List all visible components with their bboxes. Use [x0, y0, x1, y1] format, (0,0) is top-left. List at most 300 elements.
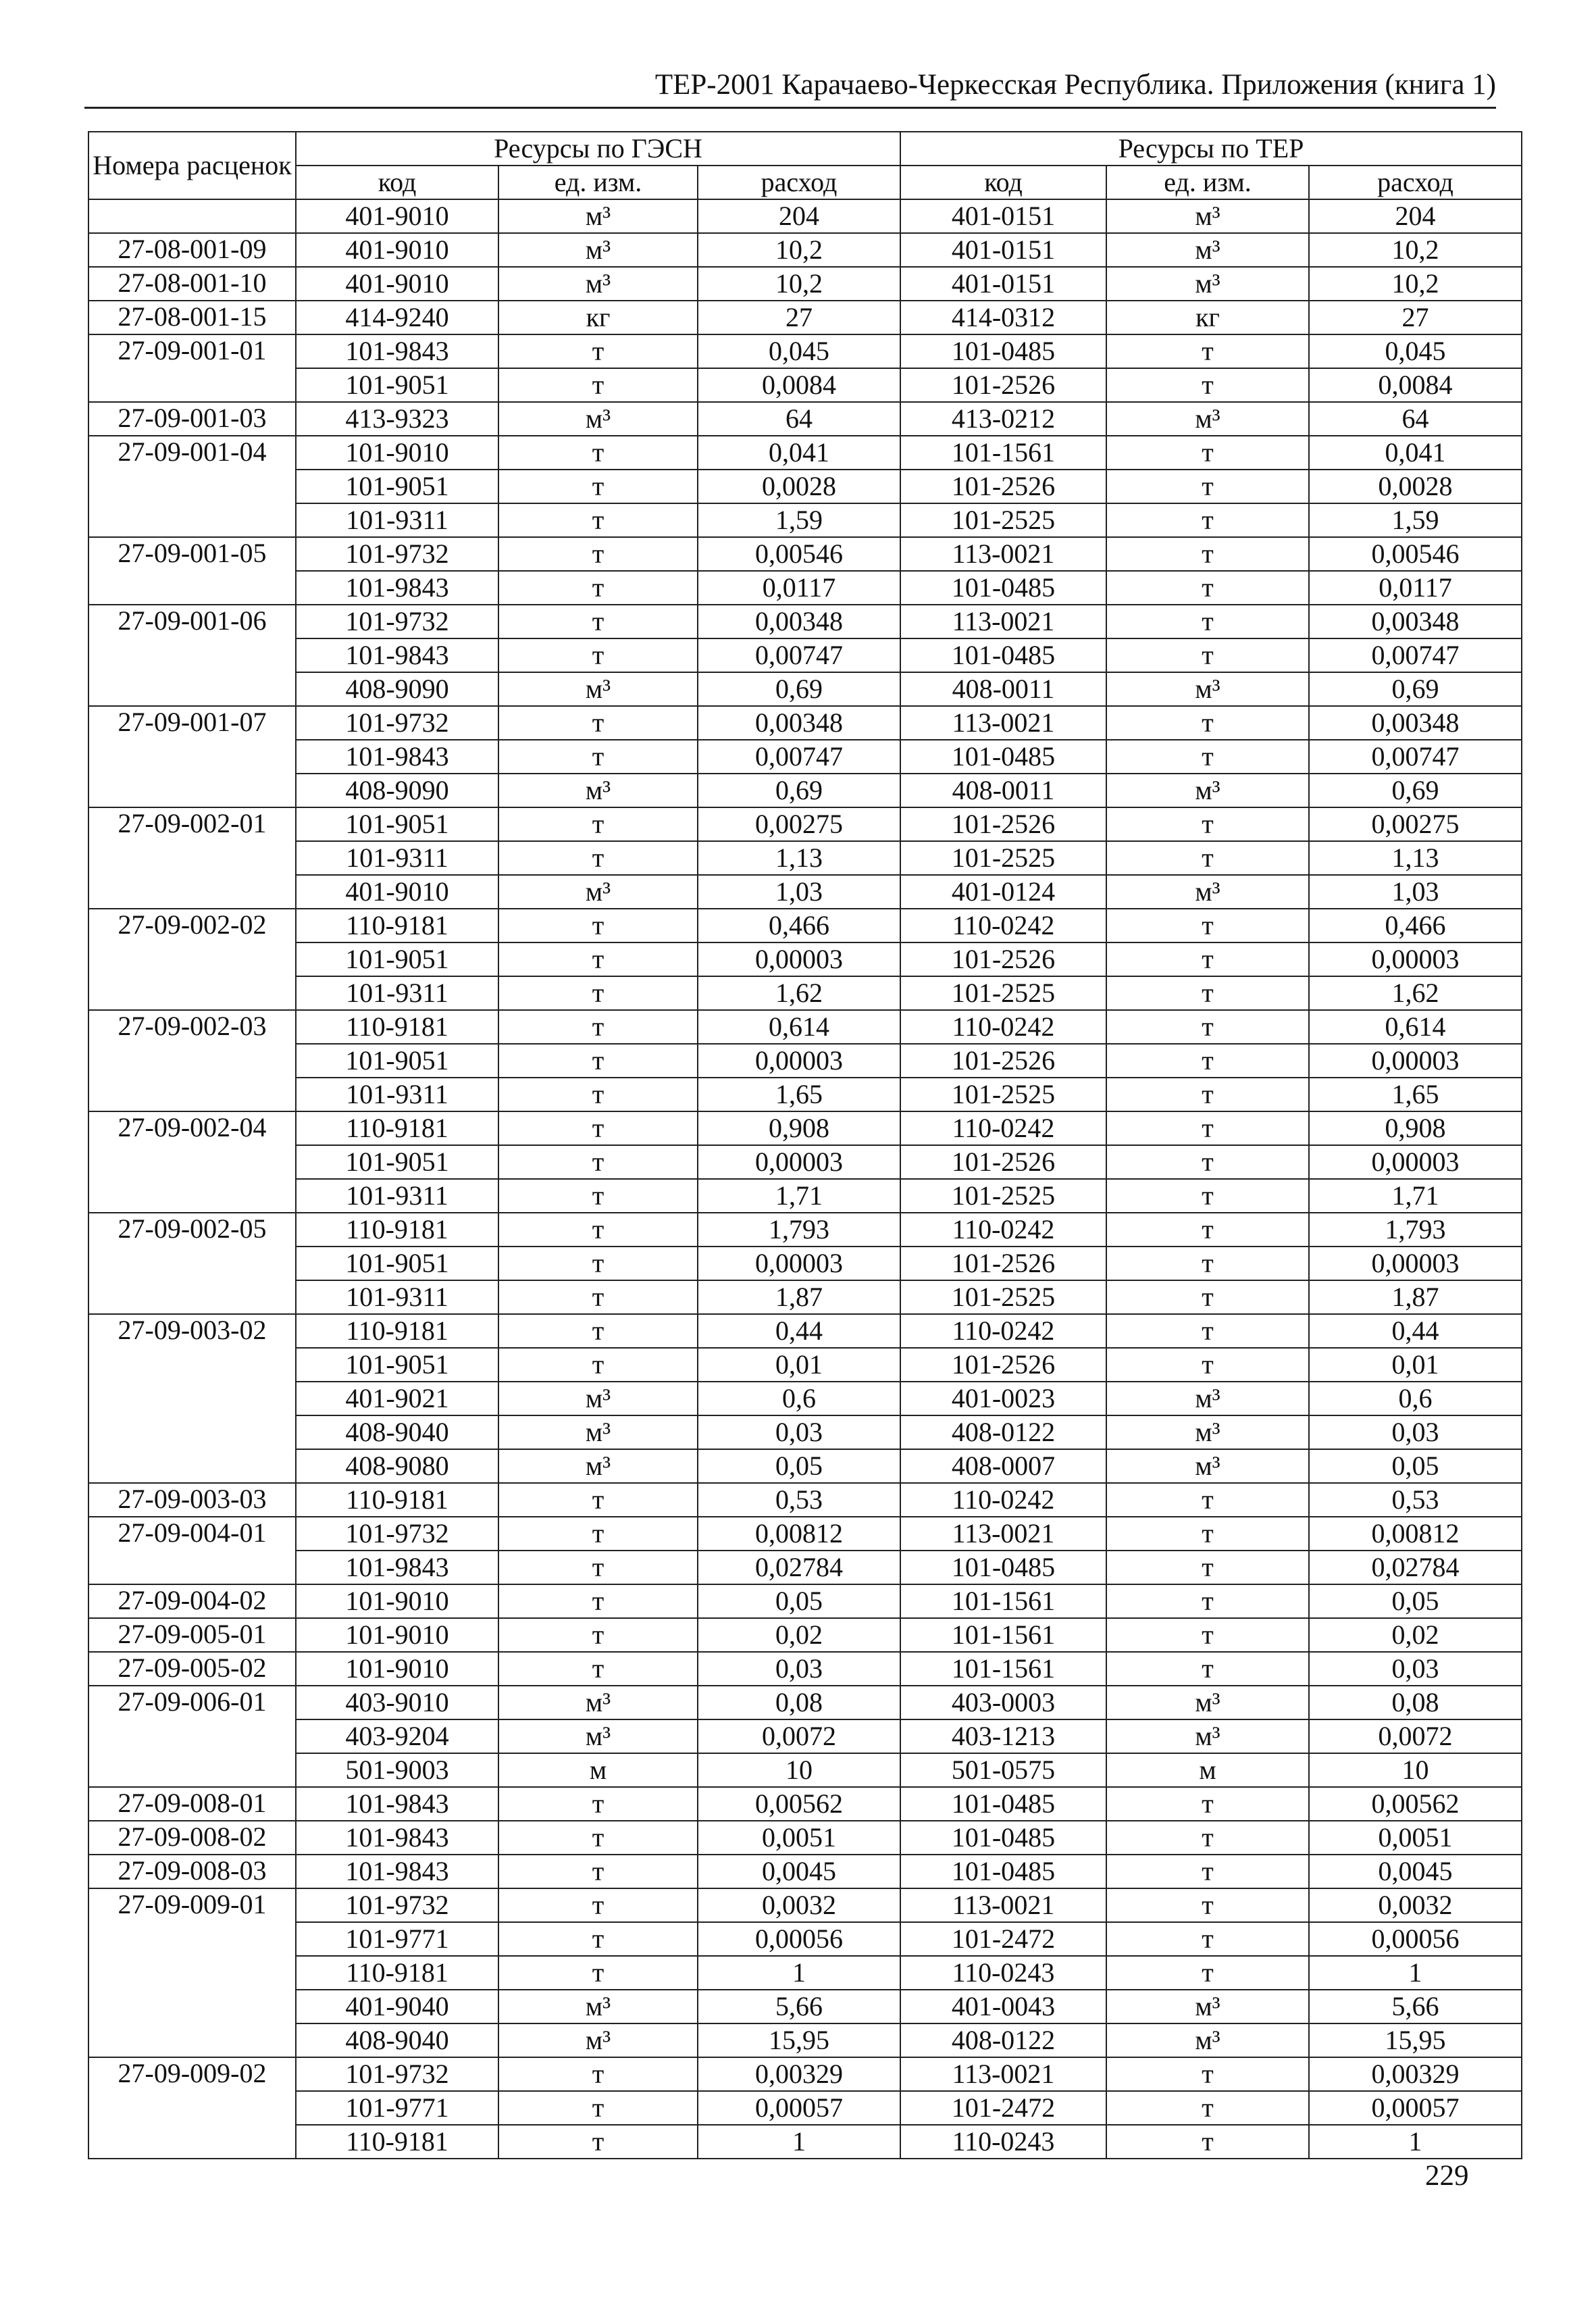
cell-ter-unit: т [1106, 706, 1309, 740]
cell-gesn-unit: т [498, 740, 698, 774]
cell-gesn-code: 101-9843 [296, 334, 498, 368]
cell-gesn-code: 101-9311 [296, 1280, 498, 1314]
cell-gesn-amount: 1,03 [698, 875, 900, 909]
table-row [88, 807, 1522, 841]
cell-ter-amount: 0,02784 [1309, 1551, 1522, 1584]
table-row [88, 1686, 1522, 1719]
page-number: 229 [1425, 2160, 1469, 2192]
cell-ter-code: 101-2526 [900, 368, 1106, 402]
cell-gesn-unit: т [498, 807, 698, 841]
cell-ter-unit: м³ [1106, 774, 1309, 807]
cell-gesn-amount: 0,05 [698, 1584, 900, 1618]
cell-gesn-amount: 0,44 [698, 1314, 900, 1348]
cell-ter-unit: т [1106, 2091, 1309, 2125]
cell-gesn-amount: 0,00747 [698, 638, 900, 672]
cell-gesn-code: 101-9051 [296, 1044, 498, 1078]
cell-gesn-code: 101-9311 [296, 1078, 498, 1111]
cell-gesn-unit: т [498, 909, 698, 942]
cell-gesn-code: 110-9181 [296, 1010, 498, 1044]
cell-ter-amount: 0,00003 [1309, 942, 1522, 976]
cell-gesn-code: 401-9010 [296, 199, 498, 233]
cell-ter-code: 101-2526 [900, 470, 1106, 503]
cell-gesn-amount: 1,62 [698, 976, 900, 1010]
cell-ter-unit: т [1106, 1888, 1309, 1922]
cell-gesn-code: 110-9181 [296, 2125, 498, 2159]
cell-ter-amount: 0,02 [1309, 1618, 1522, 1652]
cell-ter-code: 401-0043 [900, 1990, 1106, 2023]
table-row [88, 1010, 1522, 1044]
cell-gesn-unit: т [498, 1314, 698, 1348]
cell-ter-amount: 0,53 [1309, 1483, 1522, 1517]
cell-gesn-amount: 0,00812 [698, 1517, 900, 1551]
cell-gesn-amount: 0,00747 [698, 740, 900, 774]
table-row [88, 672, 1522, 706]
cell-ter-unit: м³ [1106, 1415, 1309, 1449]
table-row [88, 503, 1522, 537]
cell-gesn-amount: 15,95 [698, 2023, 900, 2057]
cell-ter-amount: 1,62 [1309, 976, 1522, 1010]
table-row [88, 1044, 1522, 1078]
cell-gesn-amount: 1,793 [698, 1213, 900, 1247]
table-row [88, 1179, 1522, 1213]
cell-ter-unit: т [1106, 976, 1309, 1010]
cell-gesn-code: 101-9051 [296, 1247, 498, 1280]
cell-gesn-unit: т [498, 1922, 698, 1956]
cell-ter-amount: 0,69 [1309, 672, 1522, 706]
cell-gesn-code: 101-9051 [296, 1145, 498, 1179]
cell-gesn-unit: м³ [498, 1719, 698, 1753]
cell-gesn-unit: кг [498, 301, 698, 334]
cell-ter-amount: 27 [1309, 301, 1522, 334]
cell-gesn-unit: т [498, 2125, 698, 2159]
cell-ter-unit: т [1106, 1314, 1309, 1348]
cell-gesn-unit: т [498, 1483, 698, 1517]
cell-ter-unit: т [1106, 503, 1309, 537]
cell-ter-code: 101-2472 [900, 2091, 1106, 2125]
cell-ter-unit: т [1106, 334, 1309, 368]
cell-gesn-unit: м³ [498, 1449, 698, 1483]
cell-gesn-amount: 0,0028 [698, 470, 900, 503]
cell-ter-amount: 0,05 [1309, 1449, 1522, 1483]
rate-number: 27-09-009-01 [88, 1888, 296, 2057]
rate-number: 27-09-003-02 [88, 1314, 296, 1483]
cell-ter-amount: 10,2 [1309, 233, 1522, 267]
cell-gesn-code: 101-9051 [296, 368, 498, 402]
rate-number: 27-09-001-03 [88, 402, 296, 436]
cell-gesn-amount: 10 [698, 1753, 900, 1787]
table-row [88, 706, 1522, 740]
cell-ter-amount: 0,00329 [1309, 2057, 1522, 2091]
cell-gesn-unit: т [498, 1213, 698, 1247]
cell-gesn-amount: 0,041 [698, 436, 900, 470]
cell-gesn-unit: т [498, 1551, 698, 1584]
cell-gesn-amount: 1,65 [698, 1078, 900, 1111]
table-row [88, 1618, 1522, 1652]
cell-ter-amount: 5,66 [1309, 1990, 1522, 2023]
cell-gesn-code: 501-9003 [296, 1753, 498, 1787]
cell-ter-amount: 0,00275 [1309, 807, 1522, 841]
cell-ter-unit: т [1106, 1787, 1309, 1821]
cell-gesn-code: 101-9051 [296, 942, 498, 976]
cell-ter-unit: м³ [1106, 672, 1309, 706]
cell-gesn-code: 101-9843 [296, 1787, 498, 1821]
cell-gesn-code: 408-9040 [296, 2023, 498, 2057]
cell-gesn-amount: 10,2 [698, 233, 900, 267]
cell-ter-unit: т [1106, 1111, 1309, 1145]
cell-ter-amount: 10,2 [1309, 267, 1522, 301]
cell-gesn-amount: 0,00003 [698, 942, 900, 976]
cell-gesn-amount: 0,08 [698, 1686, 900, 1719]
cell-ter-code: 110-0242 [900, 1111, 1106, 1145]
cell-ter-unit: т [1106, 1517, 1309, 1551]
cell-ter-amount: 0,00056 [1309, 1922, 1522, 1956]
cell-ter-unit: м³ [1106, 199, 1309, 233]
cell-ter-unit: м [1106, 1753, 1309, 1787]
cell-ter-amount: 0,6 [1309, 1382, 1522, 1415]
cell-ter-amount: 0,03 [1309, 1415, 1522, 1449]
cell-gesn-unit: т [498, 706, 698, 740]
cell-gesn-code: 101-9311 [296, 503, 498, 537]
cell-gesn-amount: 1,71 [698, 1179, 900, 1213]
cell-ter-unit: т [1106, 1922, 1309, 1956]
cell-ter-code: 501-0575 [900, 1753, 1106, 1787]
cell-ter-unit: м³ [1106, 1719, 1309, 1753]
rate-number: 27-09-002-04 [88, 1111, 296, 1213]
table-row [88, 2125, 1522, 2159]
table-row [88, 301, 1522, 334]
header-row-1 [88, 132, 1522, 166]
cell-ter-amount: 0,69 [1309, 774, 1522, 807]
rate-number: 27-09-008-01 [88, 1787, 296, 1821]
cell-gesn-amount: 0,00003 [698, 1145, 900, 1179]
cell-ter-amount: 15,95 [1309, 2023, 1522, 2057]
cell-ter-unit: т [1106, 1348, 1309, 1382]
cell-ter-code: 101-2472 [900, 1922, 1106, 1956]
table-row [88, 199, 1522, 233]
cell-gesn-unit: т [498, 368, 698, 402]
cell-ter-amount: 0,0028 [1309, 470, 1522, 503]
col-group-gesn: Ресурсы по ГЭСН [296, 132, 900, 166]
cell-ter-amount: 64 [1309, 402, 1522, 436]
cell-ter-unit: т [1106, 1044, 1309, 1078]
cell-ter-amount: 0,0084 [1309, 368, 1522, 402]
cell-ter-unit: т [1106, 1483, 1309, 1517]
cell-ter-code: 101-2525 [900, 1280, 1106, 1314]
rate-number: 27-09-004-01 [88, 1517, 296, 1584]
table-body [88, 199, 1522, 2159]
rate-number: 27-09-002-02 [88, 909, 296, 1010]
cell-ter-amount: 1,793 [1309, 1213, 1522, 1247]
cell-gesn-unit: т [498, 1855, 698, 1888]
cell-gesn-unit: т [498, 942, 698, 976]
cell-ter-unit: т [1106, 2125, 1309, 2159]
cell-ter-code: 408-0007 [900, 1449, 1106, 1483]
cell-ter-amount: 1,03 [1309, 875, 1522, 909]
cell-gesn-amount: 5,66 [698, 1990, 900, 2023]
cell-ter-code: 408-0122 [900, 2023, 1106, 2057]
cell-ter-code: 101-0485 [900, 334, 1106, 368]
cell-gesn-unit: т [498, 571, 698, 605]
cell-ter-amount: 0,08 [1309, 1686, 1522, 1719]
cell-ter-code: 101-0485 [900, 740, 1106, 774]
col-header-amount-ter: расход [1309, 166, 1522, 199]
rate-number: 27-09-002-05 [88, 1213, 296, 1314]
table-row [88, 740, 1522, 774]
col-header-code-ter: код [900, 166, 1106, 199]
cell-ter-unit: т [1106, 1280, 1309, 1314]
cell-ter-code: 101-2525 [900, 1179, 1106, 1213]
cell-gesn-amount: 0,00057 [698, 2091, 900, 2125]
cell-ter-unit: м³ [1106, 267, 1309, 301]
table-row [88, 638, 1522, 672]
table-row [88, 1922, 1522, 1956]
cell-gesn-code: 101-9010 [296, 1652, 498, 1686]
cell-gesn-amount: 1 [698, 2125, 900, 2159]
cell-ter-amount: 0,03 [1309, 1652, 1522, 1686]
table-row [88, 976, 1522, 1010]
table-row [88, 1551, 1522, 1584]
cell-gesn-amount: 1,87 [698, 1280, 900, 1314]
cell-ter-amount: 0,01 [1309, 1348, 1522, 1382]
rate-number: 27-09-008-03 [88, 1855, 296, 1888]
table-row [88, 909, 1522, 942]
cell-ter-unit: м³ [1106, 875, 1309, 909]
rate-number: 27-09-001-06 [88, 605, 296, 706]
cell-gesn-code: 110-9181 [296, 1956, 498, 1990]
cell-ter-unit: т [1106, 1551, 1309, 1584]
cell-ter-unit: т [1106, 1855, 1309, 1888]
cell-ter-code: 101-0485 [900, 1855, 1106, 1888]
cell-gesn-unit: т [498, 1111, 698, 1145]
cell-gesn-code: 101-9843 [296, 1821, 498, 1855]
table-row [88, 1821, 1522, 1855]
table-row [88, 1314, 1522, 1348]
cell-ter-unit: т [1106, 1956, 1309, 1990]
cell-gesn-unit: т [498, 1247, 698, 1280]
cell-gesn-code: 101-9843 [296, 1551, 498, 1584]
cell-ter-unit: т [1106, 807, 1309, 841]
cell-ter-amount: 0,00562 [1309, 1787, 1522, 1821]
cell-gesn-code: 101-9843 [296, 1855, 498, 1888]
table-row [88, 2023, 1522, 2057]
rate-number: 27-09-008-02 [88, 1821, 296, 1855]
table-row [88, 1449, 1522, 1483]
rate-number: 27-09-001-07 [88, 706, 296, 807]
cell-gesn-code: 401-9010 [296, 267, 498, 301]
cell-gesn-code: 110-9181 [296, 1213, 498, 1247]
cell-gesn-amount: 0,0117 [698, 571, 900, 605]
cell-ter-code: 413-0212 [900, 402, 1106, 436]
table-row [88, 537, 1522, 571]
cell-gesn-unit: м³ [498, 875, 698, 909]
cell-gesn-unit: т [498, 537, 698, 571]
cell-ter-unit: т [1106, 1652, 1309, 1686]
cell-ter-code: 408-0011 [900, 774, 1106, 807]
cell-ter-amount: 0,00003 [1309, 1044, 1522, 1078]
cell-gesn-code: 101-9732 [296, 1517, 498, 1551]
rate-number: 27-09-005-01 [88, 1618, 296, 1652]
cell-gesn-code: 101-9843 [296, 740, 498, 774]
cell-ter-amount: 1 [1309, 2125, 1522, 2159]
cell-gesn-code: 101-9771 [296, 1922, 498, 1956]
cell-ter-unit: т [1106, 1584, 1309, 1618]
cell-gesn-unit: м³ [498, 1415, 698, 1449]
cell-gesn-unit: м³ [498, 774, 698, 807]
rate-number [88, 199, 296, 233]
cell-ter-code: 101-0485 [900, 571, 1106, 605]
cell-ter-code: 101-2525 [900, 503, 1106, 537]
cell-gesn-amount: 0,908 [698, 1111, 900, 1145]
cell-ter-amount: 0,44 [1309, 1314, 1522, 1348]
cell-ter-code: 401-0151 [900, 199, 1106, 233]
cell-gesn-unit: т [498, 1145, 698, 1179]
table-row [88, 1145, 1522, 1179]
table-row [88, 233, 1522, 267]
rate-number: 27-09-006-01 [88, 1686, 296, 1787]
cell-ter-code: 110-0243 [900, 1956, 1106, 1990]
cell-gesn-unit: т [498, 1078, 698, 1111]
cell-ter-unit: т [1106, 1179, 1309, 1213]
col-group-ter: Ресурсы по ТЕР [900, 132, 1522, 166]
cell-gesn-code: 101-9010 [296, 1618, 498, 1652]
col-header-unit-gesn: ед. изм. [498, 166, 698, 199]
cell-ter-amount: 0,0117 [1309, 571, 1522, 605]
cell-gesn-unit: м³ [498, 672, 698, 706]
cell-gesn-code: 408-9090 [296, 672, 498, 706]
cell-gesn-unit: т [498, 1044, 698, 1078]
cell-gesn-amount: 0,02784 [698, 1551, 900, 1584]
table-row [88, 470, 1522, 503]
cell-ter-amount: 0,05 [1309, 1584, 1522, 1618]
cell-ter-amount: 0,00348 [1309, 706, 1522, 740]
rate-number: 27-08-001-15 [88, 301, 296, 334]
cell-ter-code: 113-0021 [900, 605, 1106, 638]
rate-number: 27-09-002-01 [88, 807, 296, 909]
cell-gesn-unit: м³ [498, 1686, 698, 1719]
cell-gesn-amount: 0,00348 [698, 605, 900, 638]
cell-ter-unit: т [1106, 1247, 1309, 1280]
cell-gesn-amount: 0,00003 [698, 1247, 900, 1280]
cell-ter-code: 101-2525 [900, 841, 1106, 875]
cell-ter-code: 101-2526 [900, 1348, 1106, 1382]
table-row [88, 1855, 1522, 1888]
table-row [88, 875, 1522, 909]
cell-gesn-unit: м³ [498, 267, 698, 301]
cell-ter-unit: т [1106, 638, 1309, 672]
cell-gesn-amount: 0,00348 [698, 706, 900, 740]
cell-gesn-unit: т [498, 1280, 698, 1314]
cell-gesn-code: 401-9010 [296, 233, 498, 267]
cell-gesn-code: 101-9732 [296, 537, 498, 571]
cell-gesn-code: 401-9010 [296, 875, 498, 909]
cell-gesn-code: 110-9181 [296, 1111, 498, 1145]
cell-ter-code: 101-0485 [900, 1821, 1106, 1855]
cell-ter-unit: т [1106, 537, 1309, 571]
cell-gesn-code: 101-9843 [296, 638, 498, 672]
cell-gesn-unit: т [498, 1517, 698, 1551]
cell-gesn-amount: 0,69 [698, 672, 900, 706]
cell-gesn-unit: т [498, 1956, 698, 1990]
cell-gesn-amount: 0,05 [698, 1449, 900, 1483]
cell-gesn-unit: т [498, 2091, 698, 2125]
cell-ter-code: 101-2526 [900, 1247, 1106, 1280]
cell-ter-unit: т [1106, 1010, 1309, 1044]
rate-number: 27-09-004-02 [88, 1584, 296, 1618]
cell-gesn-code: 401-9021 [296, 1382, 498, 1415]
cell-gesn-unit: т [498, 1652, 698, 1686]
cell-ter-amount: 0,045 [1309, 334, 1522, 368]
table-row [88, 1584, 1522, 1618]
cell-ter-unit: м³ [1106, 1990, 1309, 2023]
cell-gesn-amount: 1 [698, 1956, 900, 1990]
table-row [88, 1483, 1522, 1517]
cell-ter-code: 113-0021 [900, 1517, 1106, 1551]
cell-gesn-unit: т [498, 638, 698, 672]
cell-gesn-unit: т [498, 841, 698, 875]
cell-gesn-unit: т [498, 1584, 698, 1618]
cell-gesn-amount: 0,614 [698, 1010, 900, 1044]
cell-gesn-amount: 1,59 [698, 503, 900, 537]
cell-ter-code: 101-2526 [900, 807, 1106, 841]
cell-gesn-code: 101-9732 [296, 605, 498, 638]
cell-gesn-amount: 0,69 [698, 774, 900, 807]
cell-gesn-code: 101-9010 [296, 1584, 498, 1618]
cell-gesn-unit: т [498, 503, 698, 537]
cell-ter-unit: т [1106, 942, 1309, 976]
rate-number: 27-09-002-03 [88, 1010, 296, 1111]
cell-ter-unit: т [1106, 2057, 1309, 2091]
rate-number: 27-09-001-04 [88, 436, 296, 537]
table-row [88, 1956, 1522, 1990]
cell-gesn-amount: 0,0084 [698, 368, 900, 402]
cell-ter-code: 401-0023 [900, 1382, 1106, 1415]
table-row [88, 436, 1522, 470]
cell-gesn-code: 101-9311 [296, 1179, 498, 1213]
cell-ter-amount: 0,466 [1309, 909, 1522, 942]
cell-gesn-unit: т [498, 1888, 698, 1922]
table-row [88, 267, 1522, 301]
cell-ter-amount: 0,614 [1309, 1010, 1522, 1044]
cell-gesn-code: 408-9080 [296, 1449, 498, 1483]
col-header-number: Номера расценок [88, 132, 296, 199]
cell-ter-unit: м³ [1106, 402, 1309, 436]
page-header-title: ТЕР-2001 Карачаево-Черкесская Республика. Приложения (книга 1) [654, 69, 1496, 101]
cell-gesn-unit: м³ [498, 402, 698, 436]
cell-gesn-amount: 0,6 [698, 1382, 900, 1415]
cell-ter-unit: т [1106, 909, 1309, 942]
cell-gesn-amount: 0,00546 [698, 537, 900, 571]
table-row [88, 1111, 1522, 1145]
cell-gesn-amount: 0,0051 [698, 1821, 900, 1855]
table-row [88, 1280, 1522, 1314]
rate-number: 27-09-009-02 [88, 2057, 296, 2159]
cell-gesn-unit: м³ [498, 1990, 698, 2023]
cell-gesn-amount: 0,03 [698, 1652, 900, 1686]
cell-gesn-unit: т [498, 976, 698, 1010]
cell-gesn-code: 101-9311 [296, 841, 498, 875]
cell-ter-code: 403-1213 [900, 1719, 1106, 1753]
cell-gesn-code: 403-9204 [296, 1719, 498, 1753]
cell-gesn-amount: 204 [698, 199, 900, 233]
cell-gesn-amount: 1,13 [698, 841, 900, 875]
table-row [88, 1213, 1522, 1247]
cell-gesn-code: 101-9051 [296, 1348, 498, 1382]
cell-gesn-unit: м³ [498, 233, 698, 267]
rate-number: 27-09-003-03 [88, 1483, 296, 1517]
cell-ter-amount: 0,00057 [1309, 2091, 1522, 2125]
cell-ter-code: 101-2526 [900, 1145, 1106, 1179]
table-row [88, 605, 1522, 638]
